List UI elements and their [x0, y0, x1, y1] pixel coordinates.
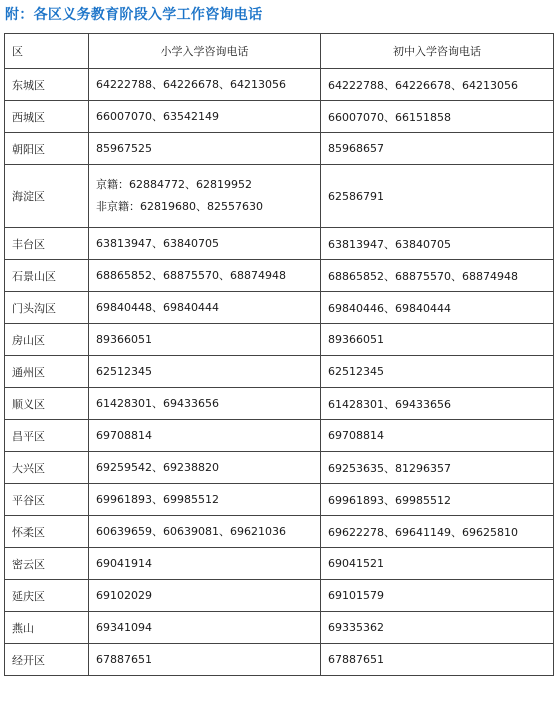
- middle-phone-cell: 69101579: [321, 580, 554, 612]
- primary-phone-line: 69840448、69840444: [96, 300, 219, 314]
- primary-phone-line: 64222788、64226678、64213056: [96, 77, 286, 91]
- primary-phone-line: 67887651: [96, 652, 152, 666]
- middle-phone-cell: 69041521: [321, 548, 554, 580]
- district-cell: 房山区: [5, 324, 89, 356]
- primary-phone-cell: [89, 548, 321, 580]
- primary-phone-cell: [89, 69, 321, 101]
- district-cell: 平谷区: [5, 484, 89, 516]
- primary-phone-cell: [89, 484, 321, 516]
- middle-phone-cell: 63813947、63840705: [321, 228, 554, 260]
- primary-phone-cell: [89, 228, 321, 260]
- district-cell: 怀柔区: [5, 516, 89, 548]
- primary-phone-cell: [89, 292, 321, 324]
- primary-phone-line: 60639659、60639081、69621036: [96, 524, 286, 538]
- header-middle-phone: 初中入学咨询电话: [321, 34, 554, 69]
- table-row: [5, 644, 554, 676]
- district-cell: 丰台区: [5, 228, 89, 260]
- primary-phone-line: 69102029: [96, 588, 152, 602]
- district-cell: 东城区: [5, 69, 89, 101]
- header-primary-phone: 小学入学咨询电话: [89, 34, 321, 69]
- primary-phone-cell: [89, 388, 321, 420]
- district-cell: 石景山区: [5, 260, 89, 292]
- district-cell: 昌平区: [5, 420, 89, 452]
- middle-phone-cell: 64222788、64226678、64213056: [321, 69, 554, 101]
- primary-phone-line: 66007070、63542149: [96, 109, 219, 123]
- primary-phone-line: 68865852、68875570、68874948: [96, 268, 286, 282]
- middle-phone-cell: 66007070、66151858: [321, 101, 554, 133]
- primary-phone-line: 62512345: [96, 364, 152, 378]
- primary-phone-line: 69341094: [96, 620, 152, 634]
- table-row: [5, 388, 554, 420]
- table-header-row: [5, 34, 554, 69]
- table-row: [5, 101, 554, 133]
- middle-phone-cell: 69253635、81296357: [321, 452, 554, 484]
- primary-phone-line: 京籍：62884772、62819952: [96, 178, 252, 191]
- district-cell: 经开区: [5, 644, 89, 676]
- district-cell: 海淀区: [5, 165, 89, 228]
- district-cell: 通州区: [5, 356, 89, 388]
- primary-phone-line: 89366051: [96, 332, 152, 346]
- table-row: [5, 69, 554, 101]
- table-row: [5, 420, 554, 452]
- table-row: [5, 356, 554, 388]
- district-cell: 门头沟区: [5, 292, 89, 324]
- table-row: [5, 228, 554, 260]
- middle-phone-cell: 89366051: [321, 324, 554, 356]
- middle-phone-cell: 69335362: [321, 612, 554, 644]
- district-cell: 大兴区: [5, 452, 89, 484]
- table-row: [5, 165, 554, 228]
- district-cell: 顺义区: [5, 388, 89, 420]
- table-row: [5, 548, 554, 580]
- primary-phone-cell: [89, 133, 321, 165]
- primary-phone-cell: [89, 580, 321, 612]
- primary-phone-line: 69041914: [96, 556, 152, 570]
- primary-phone-line: 63813947、63840705: [96, 236, 219, 250]
- middle-phone-cell: 69708814: [321, 420, 554, 452]
- primary-phone-cell: [89, 612, 321, 644]
- district-cell: 密云区: [5, 548, 89, 580]
- primary-phone-line: 69961893、69985512: [96, 492, 219, 506]
- table-row: [5, 292, 554, 324]
- table-row: [5, 260, 554, 292]
- primary-phone-cell: [89, 644, 321, 676]
- primary-phone-line: 85967525: [96, 141, 152, 155]
- middle-phone-cell: 69961893、69985512: [321, 484, 554, 516]
- table-row: [5, 452, 554, 484]
- page-title: 附：各区义务教育阶段入学工作咨询电话: [5, 7, 263, 23]
- table-row: [5, 516, 554, 548]
- primary-phone-cell: [89, 165, 321, 228]
- district-cell: 燕山: [5, 612, 89, 644]
- primary-phone-cell: [89, 516, 321, 548]
- phone-table: [4, 33, 554, 676]
- middle-phone-cell: 68865852、68875570、68874948: [321, 260, 554, 292]
- primary-phone-line: 非京籍：62819680、82557630: [96, 200, 263, 213]
- middle-phone-cell: 69840446、69840444: [321, 292, 554, 324]
- header-district: 区: [5, 34, 89, 69]
- middle-phone-cell: 85968657: [321, 133, 554, 165]
- district-cell: 西城区: [5, 101, 89, 133]
- table-row: [5, 484, 554, 516]
- table-row: [5, 133, 554, 165]
- district-cell: 朝阳区: [5, 133, 89, 165]
- table-row: [5, 580, 554, 612]
- table-row: [5, 324, 554, 356]
- primary-phone-line: 69259542、69238820: [96, 460, 219, 474]
- primary-phone-cell: [89, 260, 321, 292]
- primary-phone-cell: [89, 101, 321, 133]
- primary-phone-cell: [89, 356, 321, 388]
- district-cell: 延庆区: [5, 580, 89, 612]
- middle-phone-cell: 61428301、69433656: [321, 388, 554, 420]
- middle-phone-cell: 62586791: [321, 165, 554, 228]
- middle-phone-cell: 67887651: [321, 644, 554, 676]
- middle-phone-cell: 62512345: [321, 356, 554, 388]
- primary-phone-cell: [89, 420, 321, 452]
- primary-phone-line: 69708814: [96, 428, 152, 442]
- primary-phone-line: 61428301、69433656: [96, 396, 219, 410]
- primary-phone-cell: [89, 324, 321, 356]
- table-row: [5, 612, 554, 644]
- middle-phone-cell: 69622278、69641149、69625810: [321, 516, 554, 548]
- primary-phone-cell: [89, 452, 321, 484]
